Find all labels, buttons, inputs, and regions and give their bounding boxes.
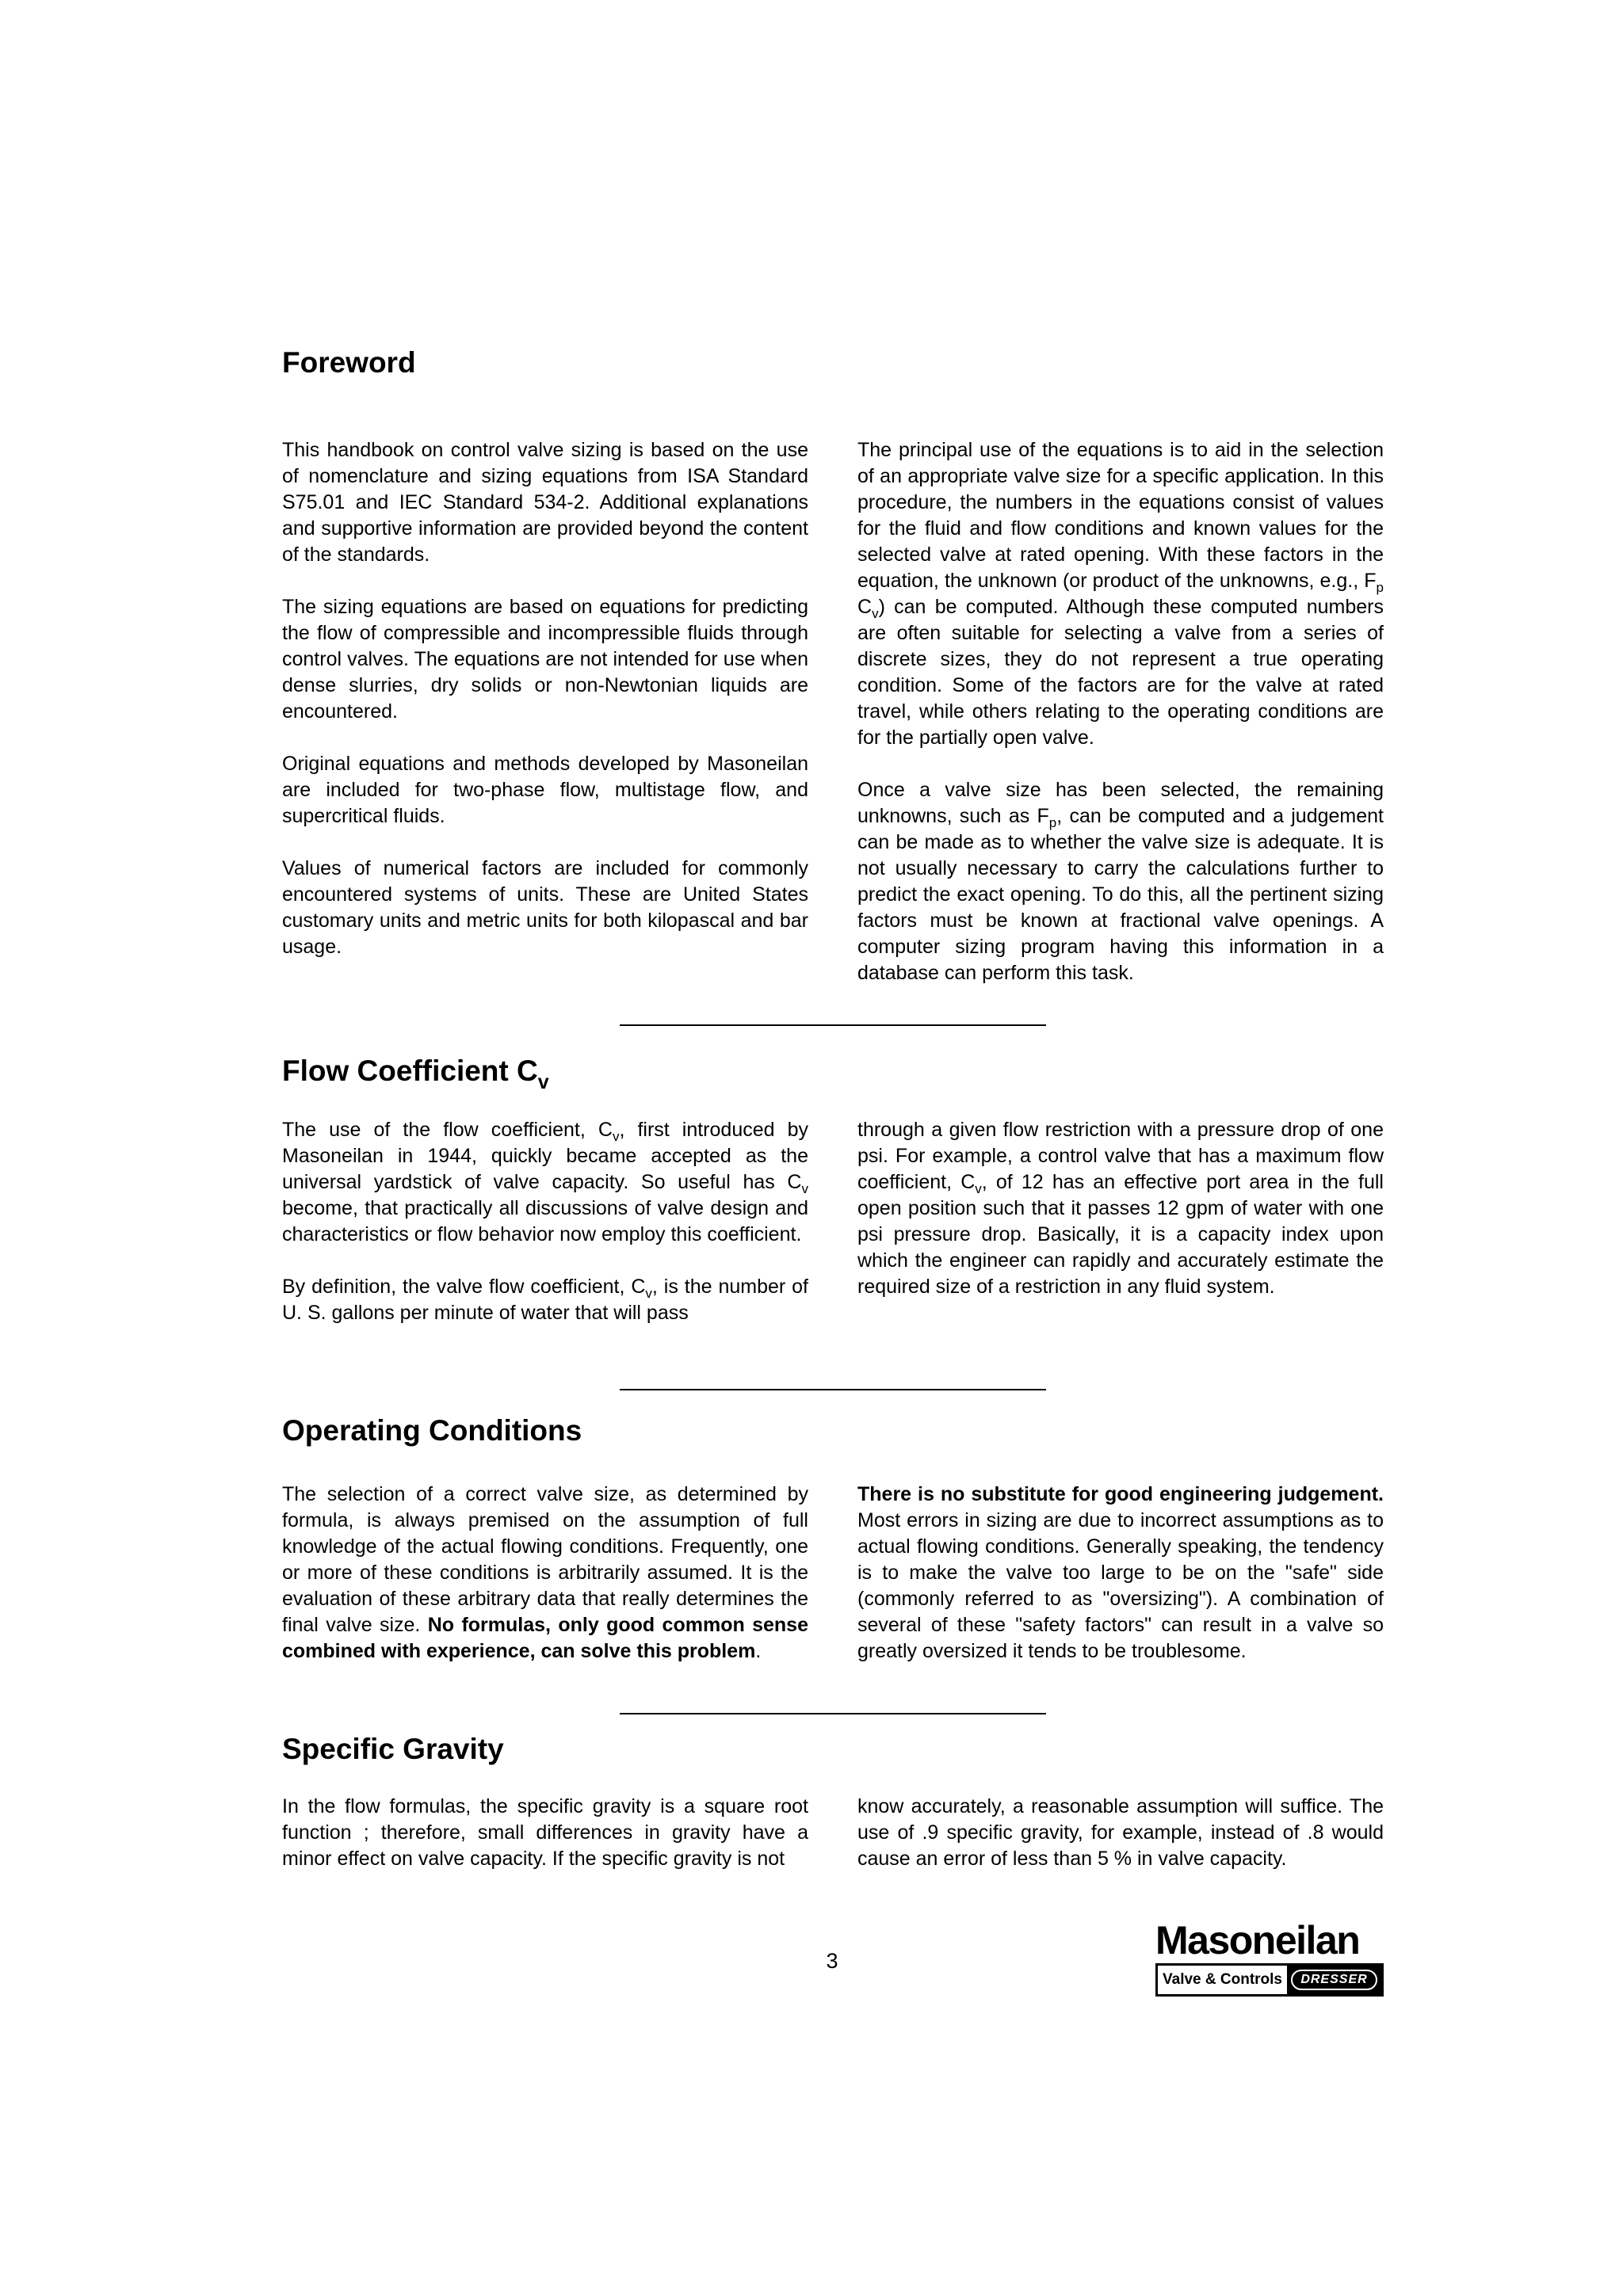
logo-wordmark: Masoneilan <box>1155 1918 1360 1962</box>
gravity-left-column <box>282 1794 808 1872</box>
flow-paragraph-2: By definition, the valve flow coefficient, $C_v$, is the number of U. S. gallons per minute of water that will pass <box>282 1276 808 1324</box>
section-divider <box>620 1713 1046 1714</box>
logo-subtitle: Valve & Controls <box>1163 1971 1282 1988</box>
dresser-logo <box>1287 1966 1381 1994</box>
specific-gravity-heading: Specific Gravity <box>282 1733 504 1765</box>
foreword-paragraph-6: Once a valve size has been selected, the remaining unknowns, such as $F_p$, can be computed and a judgement can be made as to whether the valve size is adequate. It is not usually necessary to carry the calculations further to predict the exact opening. To do this, all the pertinent sizing factors must be known at fractional valve openings. A computer sizing program having this information in a database can perform this task. <box>857 779 1384 984</box>
flow-paragraph-3: through a given flow restriction with a pressure drop of one psi. For example, a control valve that has a maximum flow coefficient, $C_v$, of 12 has an effective port area in the full open position such that it passes 12 gpm of water with one psi pressure drop. Basically, it is a capacity index upon which the engineer can rapidly and accurately estimate the required size of a restriction in any fluid system. <box>857 1119 1384 1298</box>
foreword-paragraph-4: Values of numerical factors are included for commonly encountered systems of units. These are United States customary units and metric units for both kilopascal and bar usage. <box>282 857 808 958</box>
foreword-paragraph-3: Original equations and methods developed by Masoneilan are included for two-phase flow, multistage flow, and supercritical fluids. <box>282 753 808 827</box>
masoneilan-logo <box>1155 1920 1384 1997</box>
flow-coefficient-left-column <box>282 1117 808 1326</box>
section-divider <box>620 1389 1046 1390</box>
operating-paragraph-1: The selection of a correct valve size, as determined by formula, is always premised on the assumption of full knowledge of the actual flowing conditions. Frequently, one or more of these conditions is arbitrarily assumed. It is the evaluation of these arbitrary data that really determines the final valve size. No formulas, only good common sense combined with experience, can solve this problem. <box>282 1483 808 1662</box>
operating-conditions-heading: Operating Conditions <box>282 1414 582 1447</box>
logo-bar <box>1155 1963 1384 1997</box>
flow-coefficient-heading: Flow Coefficient $C_v$ <box>282 1055 549 1093</box>
operating-paragraph-2: There is no substitute for good engineering judgement. Most errors in sizing are due to incorrect assumptions as to actual flowing conditions. Generally speaking, the tendency is to make the valve too large to be on the "safe" side (commonly referred to as "oversizing"). A combination of several of these "safety factors" can result in a valve so greatly oversized it tends to be troublesome. <box>857 1483 1384 1662</box>
foreword-right-column <box>857 437 1384 986</box>
foreword-paragraph-5: The principal use of the equations is to aid in the selection of an appropriate valve size for a specific application. In this procedure, the numbers in the equations consist of values for the fluid and flow conditions and known values for the selected valve at rated opening. With these factors in the equation, the unknown (or product of the unknowns, e.g., $F_p$ $C_v$) can be computed. Although these computed numbers are often suitable for selecting a valve from a series of discrete sizes, they do not represent a true operating condition. Some of the factors are for the valve at rated travel, while others relating to the operating conditions are for the partially open valve. <box>857 439 1384 749</box>
gravity-paragraph-1: In the flow formulas, the specific gravity is a square root function ; therefore, small differences in gravity have a minor effect on valve capacity. If the specific gravity is not <box>282 1795 808 1870</box>
foreword-paragraph-2: The sizing equations are based on equations for predicting the flow of compressible and incompressible fluids through control valves. The equations are not intended for use when dense slurries, dry solids or non-Newtonian liquids are encountered. <box>282 596 808 723</box>
gravity-right-column <box>857 1794 1384 1872</box>
gravity-paragraph-2: know accurately, a reasonable assumption will suffice. The use of .9 specific gravity, for example, instead of .8 would cause an error of less than 5 % in valve capacity. <box>857 1795 1384 1870</box>
foreword-heading: Foreword <box>282 346 416 379</box>
section-divider <box>620 1024 1046 1026</box>
flow-paragraph-1: The use of the flow coefficient, $C_v$, first introduced by Masoneilan in 1944, quickly became accepted as the universal yardstick of valve capacity. So useful has $C_v$ become, that practically all discussions of valve design and characteristics or flow behavior now employ this coefficient. <box>282 1119 808 1245</box>
foreword-left-column <box>282 437 808 960</box>
dresser-wordmark: DRESSER <box>1291 1970 1377 1990</box>
operating-left-column <box>282 1482 808 1665</box>
foreword-paragraph-1: This handbook on control valve sizing is based on the use of nomenclature and sizing equations from ISA Standard S75.01 and IEC Standard 534-2. Additional explanations and supportive information are provided beyond the content of the standards. <box>282 439 808 566</box>
flow-coefficient-right-column <box>857 1117 1384 1300</box>
page-number: 3 <box>826 1949 838 1973</box>
operating-right-column <box>857 1482 1384 1665</box>
